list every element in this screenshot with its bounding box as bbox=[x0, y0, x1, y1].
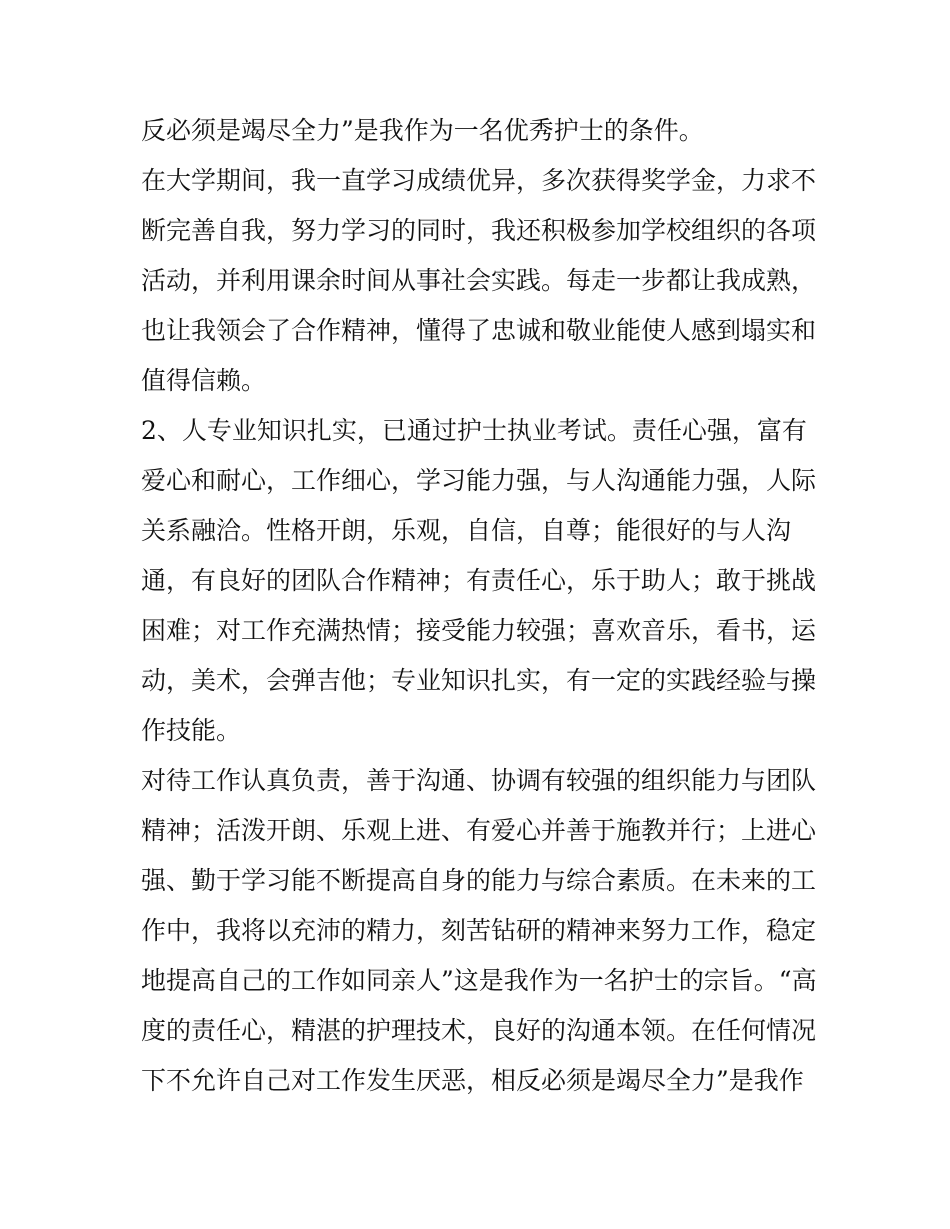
text-line: 作中，我将以充沛的精力，刻苦钻研的精神来努力工作，稳定 bbox=[141, 916, 817, 945]
text-line: 值得信赖。 bbox=[141, 366, 267, 395]
text-line: 断完善自我，努力学习的同时，我还积极参加学校组织的各项 bbox=[141, 216, 817, 245]
text-line: 动，美术，会弹吉他；专业知识扎实，有一定的实践经验与操 bbox=[141, 666, 817, 695]
text-line: 对待工作认真负责，善于沟通、协调有较强的组织能力与团队 bbox=[141, 766, 817, 795]
text-line: 反必须是竭尽全力”是我作为一名优秀护士的条件。 bbox=[141, 116, 704, 145]
text-line: 爱心和耐心，工作细心，学习能力强，与人沟通能力强，人际 bbox=[141, 466, 817, 495]
text-line: 2、人专业知识扎实，已通过护士执业考试。责任心强，富有 bbox=[141, 416, 807, 445]
text-line: 地提高自己的工作如同亲人”这是我作为一名护士的宗旨。“高 bbox=[141, 966, 817, 995]
text-line: 强、勤于学习能不断提高自身的能力与综合素质。在未来的工 bbox=[141, 866, 817, 895]
text-line: 精神；活泼开朗、乐观上进、有爱心并善于施教并行；上进心 bbox=[141, 816, 817, 845]
text-line: 困难；对工作充满热情；接受能力较强；喜欢音乐，看书，运 bbox=[141, 616, 817, 645]
text-line: 作技能。 bbox=[141, 716, 242, 745]
body-text bbox=[141, 106, 821, 1106]
text-line: 也让我领会了合作精神，懂得了忠诚和敬业能使人感到塌实和 bbox=[141, 316, 817, 345]
text-line: 通，有良好的团队合作精神；有责任心，乐于助人；敢于挑战 bbox=[141, 566, 817, 595]
text-line: 下不允许自己对工作发生厌恶，相反必须是竭尽全力”是我作 bbox=[141, 1066, 804, 1095]
text-line: 度的责任心，精湛的护理技术，良好的沟通本领。在任何情况 bbox=[141, 1016, 817, 1045]
text-line: 在大学期间，我一直学习成绩优异，多次获得奖学金，力求不 bbox=[141, 166, 817, 195]
text-line: 关系融洽。性格开朗，乐观，自信，自尊；能很好的与人沟 bbox=[141, 516, 792, 545]
text-line: 活动，并利用课余时间从事社会实践。每走一步都让我成熟， bbox=[141, 266, 817, 295]
